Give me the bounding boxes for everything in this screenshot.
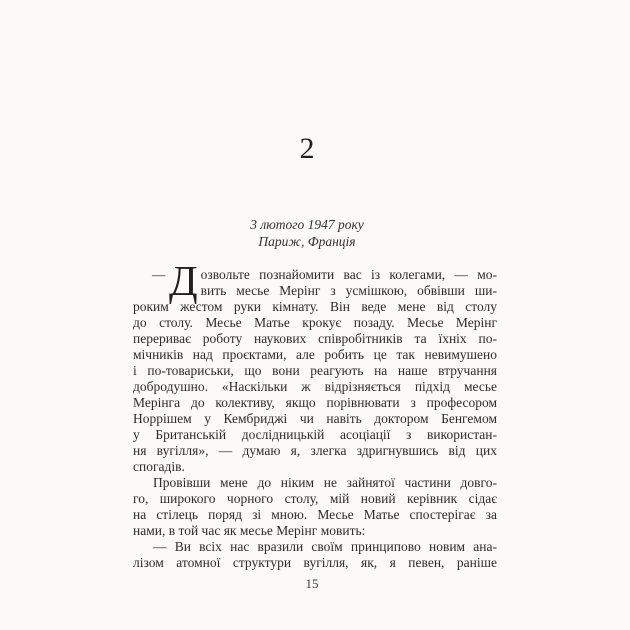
paragraph (133, 475, 497, 539)
body-line: Мерінга до колективу, якщо порівнювати з професором (133, 395, 497, 410)
dateline-place: Париж, Франція (258, 233, 356, 249)
dialogue-dash: — (152, 267, 166, 282)
dateline-date: 3 лютого 1947 року (250, 217, 364, 232)
body-text (133, 259, 497, 571)
dropcap-letter: Д (169, 259, 198, 305)
body-line: на стілець поряд зі мною. Месье Матье спостерігає за (133, 507, 497, 522)
body-line: лізом атомної структури вугілля, як, я певен, раніше (133, 555, 497, 570)
body-line: нами, в той час як месье Мерінг мовить: (133, 523, 366, 538)
body-line: роким жестом руки кімнату. Він веде мене від столу (133, 299, 497, 314)
body-line: до столу. Месье Матье крокує позаду. Месье Мерінг (133, 315, 497, 330)
page-content (133, 0, 497, 591)
paragraph (133, 259, 497, 475)
chapter-number: 2 (299, 132, 315, 165)
body-line: — Ви всіх нас вразили своїм принципово новим ана- (153, 539, 497, 554)
body-line: добродушно. «Наскільки ж відрізняється підхід месье (133, 379, 497, 394)
page-number: 15 (305, 576, 319, 591)
dropcap (133, 259, 198, 305)
body-line: вить месье Мерінг з усмішкою, обвівши ши- (200, 283, 497, 298)
body-line: у Британській дослідницькій асоціації з використан- (133, 427, 497, 442)
dateline (125, 217, 489, 250)
body-line: мічників над проєктами, але робить це так невимушено (133, 347, 497, 362)
body-line: спогадів. (133, 459, 185, 474)
body-line: Провівши мене до ніким не зайнятої частини довго- (153, 475, 497, 490)
body-line: Норрішем у Кембриджі чи навіть доктором Бенгемом (133, 411, 497, 426)
body-line: і по-товариськи, що вони реагують на наше втручання (133, 363, 497, 378)
body-line: перериває роботу наукових співробітників та їхніх по- (133, 331, 497, 346)
body-line: ня вугілля», — думаю я, злегка здригнувшись від цих (133, 443, 497, 458)
body-line: озвольте познайомити вас із колегами, — мо- (200, 267, 497, 282)
paragraph (133, 539, 497, 571)
body-line: го, широкого чорного столу, мій новий керівник сідає (133, 491, 497, 506)
